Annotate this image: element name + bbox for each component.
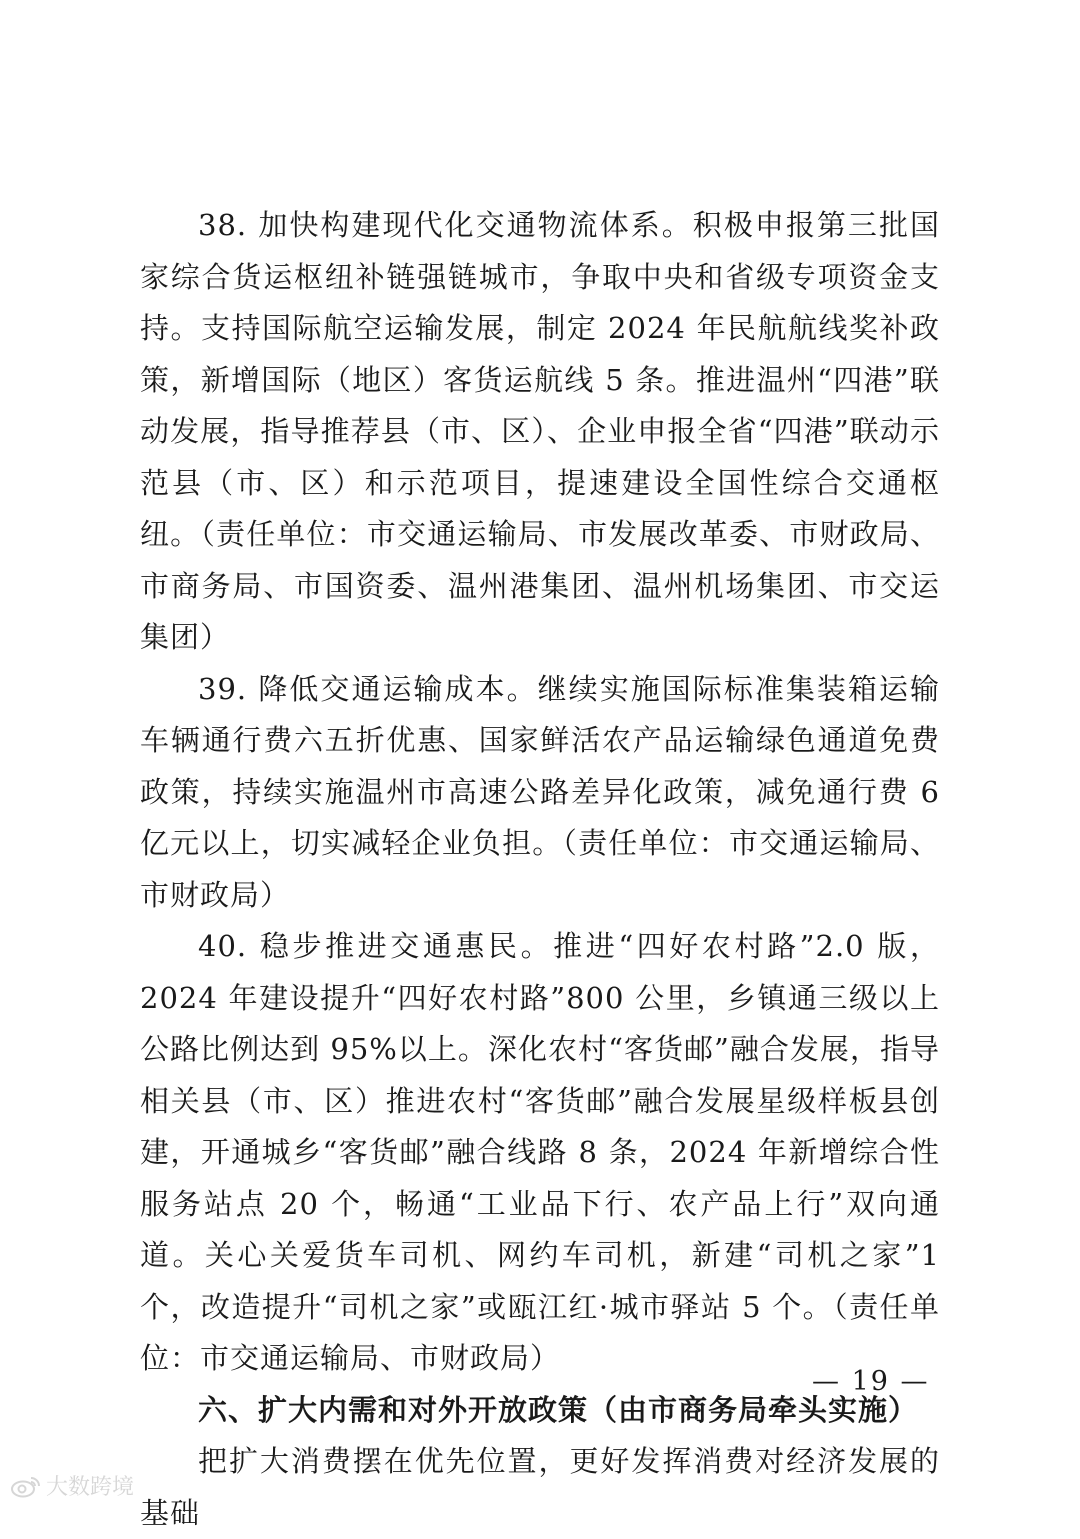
watermark-text: 大数跨境 bbox=[46, 1475, 135, 1500]
page-number: — 19 — bbox=[812, 1366, 930, 1397]
paragraph-40: 40. 稳步推进交通惠民。推进“四好农村路”2.0 版，2024 年建设提升“四好农村路”800 公里，乡镇通三级以上公路比例达到 95%以上。深化农村“客货邮”融合发展，指导相关县（市、区）推进农村“客货邮”融合发展星级样板县创建，开通城乡“客货邮”融合线路 8 条，2024 年新增综合性服务站点 20 个，畅通“工业品下行、农产品上行”双向通道。关心关爱货车司机、网约车司机，新建“司机之家”1 个，改造提升“司机之家”或瓯江红·城市驿站 5 个。（责任单位：市交通运输局、市财政局） bbox=[140, 929, 940, 1375]
watermark bbox=[10, 1470, 134, 1501]
paragraph-38: 38. 加快构建现代化交通物流体系。积极申报第三批国家综合货运枢纽补链强链城市，争取中央和省级专项资金支持。支持国际航空运输发展，制定 2024 年民航航线奖补政策，新增国际（地区）客货运航线 5 条。推进温州“四港”联动发展，指导推荐县（市、区）、企业申报全省“四港”联动示范县（市、区）和示范项目，提速建设全国性综合交通枢纽。（责任单位：市交通运输局、市发展改革委、市财政局、市商务局、市国资委、温州港集团、温州机场集团、市交运集团） bbox=[140, 208, 940, 654]
section-heading: 六、扩大内需和对外开放政策（由市商务局牵头实施） bbox=[198, 1392, 919, 1427]
closing-paragraph: 把扩大消费摆在优先位置，更好发挥消费对经济发展的基础 bbox=[140, 1444, 940, 1530]
paragraph-39: 39. 降低交通运输成本。继续实施国际标准集装箱运输车辆通行费六五折优惠、国家鲜活农产品运输绿色通道免费政策，持续实施温州市高速公路差异化政策，减免通行费 6 亿元以上，切实减轻企业负担。（责任单位：市交通运输局、市财政局） bbox=[140, 671, 940, 912]
page-body bbox=[140, 200, 940, 1539]
weibo-logo-icon bbox=[10, 1474, 42, 1498]
